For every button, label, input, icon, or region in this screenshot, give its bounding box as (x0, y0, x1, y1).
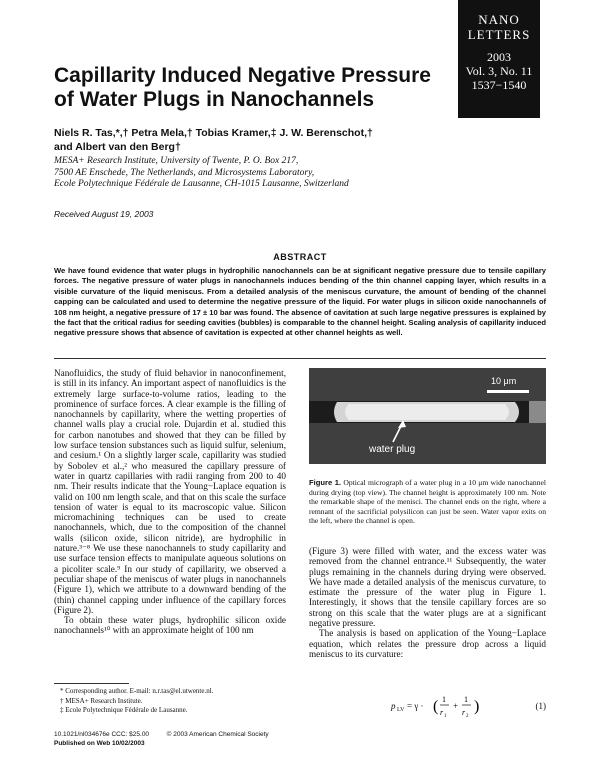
doi-line: 10.1021/nl034676e CCC: $25.00 (54, 731, 150, 738)
footnote: † MESA+ Research Institute. (60, 696, 143, 705)
svg-text:r: r (462, 708, 466, 717)
svg-text:(: ( (433, 698, 439, 715)
body-right-column (309, 546, 546, 659)
affiliation-line: 7500 AE Enschede, The Netherlands, and Microsystems Laboratory, (54, 167, 315, 178)
footnotes (60, 687, 300, 716)
journal-name-line1: NANO (478, 12, 520, 27)
affiliation-line: MESA+ Research Institute, University of Twente, P. O. Box 217, (54, 156, 299, 166)
journal-name-line2: LETTERS (467, 27, 531, 42)
svg-text:r: r (440, 708, 444, 717)
paper-title: Capillarity Induced Negative Pressure of Water Plugs in Nanochannels (54, 64, 431, 111)
svg-text:): ) (474, 698, 480, 715)
water-plug-label: water plug (369, 444, 416, 455)
svg-text:+: + (453, 701, 459, 711)
figure-1-micrograph (309, 368, 546, 464)
journal-info-box (458, 0, 540, 118)
equation-fraction-sum (433, 692, 493, 720)
abstract-heading: ABSTRACT (273, 252, 327, 262)
svg-text:1: 1 (464, 695, 468, 704)
body-left-column (54, 368, 286, 636)
figure-1-caption (309, 478, 546, 526)
footnote: * Corresponding author. E-mail: n.r.tas@el.utwente.nl. (60, 687, 214, 695)
abstract-divider (54, 358, 546, 359)
equation-equals: = γ · (407, 701, 424, 711)
published-date: Published on Web 10/02/2003 (54, 739, 145, 747)
figure-label: Figure 1. (309, 478, 342, 487)
author-list: Niels R. Tas,*,† Petra Mela,† Tobias Kramer,‡ J. W. Berenschot,† and Albert van den Berg† (54, 127, 373, 153)
svg-text:1: 1 (442, 695, 446, 704)
affiliation-line: Ecole Polytechnique Fédérale de Lausanne, CH-1015 Lausanne, Switzerland (54, 179, 349, 189)
copyright: © 2003 American Chemical Society (166, 731, 269, 738)
journal-year: 2003 (487, 50, 511, 64)
abstract-text: We have found evidence that water plugs in hydrophilic nanochannels can be at significant negative pressure due to tensile capillary forces. The negative pressure of water plugs in nanochannels induces bending of the thin channel capping layer, which results in a visible curvature of the liquid meniscus. From a detailed analysis of the meniscus curvature, the amount of bending of the channel capping can be calculated and used to determine the negative pressure of the liquid. For water plugs in silicon oxide nanochannels of 108 nm height, a negative pressure of 17 ± 10 bar was found. The absence of cavitation at such large negative pressures is explained by the fact that the critical radius for seeding cavities (bubbles) is comparable to the channel height. Scaling analysis of capillarity induced negative pressure shows that absence of cavitation is expected at other channel heights as well. (54, 266, 546, 338)
equation-number: (1) (535, 701, 546, 711)
publication-info (54, 731, 269, 748)
body-paragraph: (Figure 3) were filled with water, and the excess water was removed from the channel entrance.¹¹ Subsequently, the water plugs remaining in the channels during drying were observed. We have made a detailed analysis of the meniscus curvature, to estimate the pressure of the water plug in Figure 1. Interestingly, it shows that the tensile capillary forces are so strong on this scale that the water plugs are at a significant negative pressure. (309, 546, 546, 629)
footnote-divider (54, 683, 129, 684)
received-date: Received August 19, 2003 (54, 209, 154, 219)
svg-text:1: 1 (444, 714, 447, 719)
affiliation (54, 156, 394, 191)
journal-pages: 1537−1540 (471, 78, 527, 92)
equation-lhs: p (391, 701, 396, 711)
journal-volume: Vol. 3, No. 11 (465, 64, 533, 78)
equation-lhs-subscript: LV (397, 707, 405, 713)
svg-text:2: 2 (466, 714, 469, 719)
footnote: ‡ Ecole Polytechnique Fédérale de Lausanne. (60, 706, 188, 714)
scale-bar-label: 10 μm (491, 376, 517, 386)
caption-text: Optical micrograph of a water plug in a 10 μm wide nanochannel during drying (top view). The channel height is approximately 100 nm. Note the remarkable shape of the menisci. The channel ends on the right, where a remnant of the sacrificial polysilicon can just be seen. Water vapor exits on the left, where the channel is open. (309, 478, 546, 526)
body-paragraph: The analysis is based on application of the Young−Laplace equation, which relates the pressure drop across a liquid meniscus to its curvature: (309, 628, 546, 659)
equation-1 (385, 692, 546, 720)
body-paragraph: To obtain these water plugs, hydrophilic silicon oxide nanochannels¹⁰ with an approximate height of 100 nm (54, 615, 286, 636)
body-paragraph: Nanofluidics, the study of fluid behavior in nanoconfinement, is still in its infancy. An important aspect of nanofluidics is the extremely large surface-to-volume ratios, leading to the prominence of surface forces. A clear example is the filling of nanochannels by capillarity, where the wetting properties of channel walls play a crucial role. Dujardin et al. studied this for carbon nanotubes and showed that they can be filled by low surface tension substances such as liquid sulfur, selenium, and cesium.¹ On a slightly larger scale, capillarity was studied by Sobolev et al.,² who measured the capillary pressure of water in quartz capillaries with radii ranging from 200 to 40 nm. Their results indicate that the Young−Laplace equation is valid on 100 nm length scale, and that on this scale the surface tension of water is equal to its macroscopic value. Silicon micromachining techniques can be used to create nanochannels, which, due to the composition of the channel walls (silicon oxide, silicon nitride), are hydrophilic in nature.³⁻⁸ We use these nanochannels to study capillarity and use surface tension effects to manipulate aqueous solutions on a picoliter scale.⁹ In our study of capillarity, we observed a peculiar shape of the meniscus of water plugs in nanochannels (Figure 1), which we attribute to a downward bending of the (thin) channel capping under influence of the capillary forces (Figure 2). (54, 368, 286, 615)
